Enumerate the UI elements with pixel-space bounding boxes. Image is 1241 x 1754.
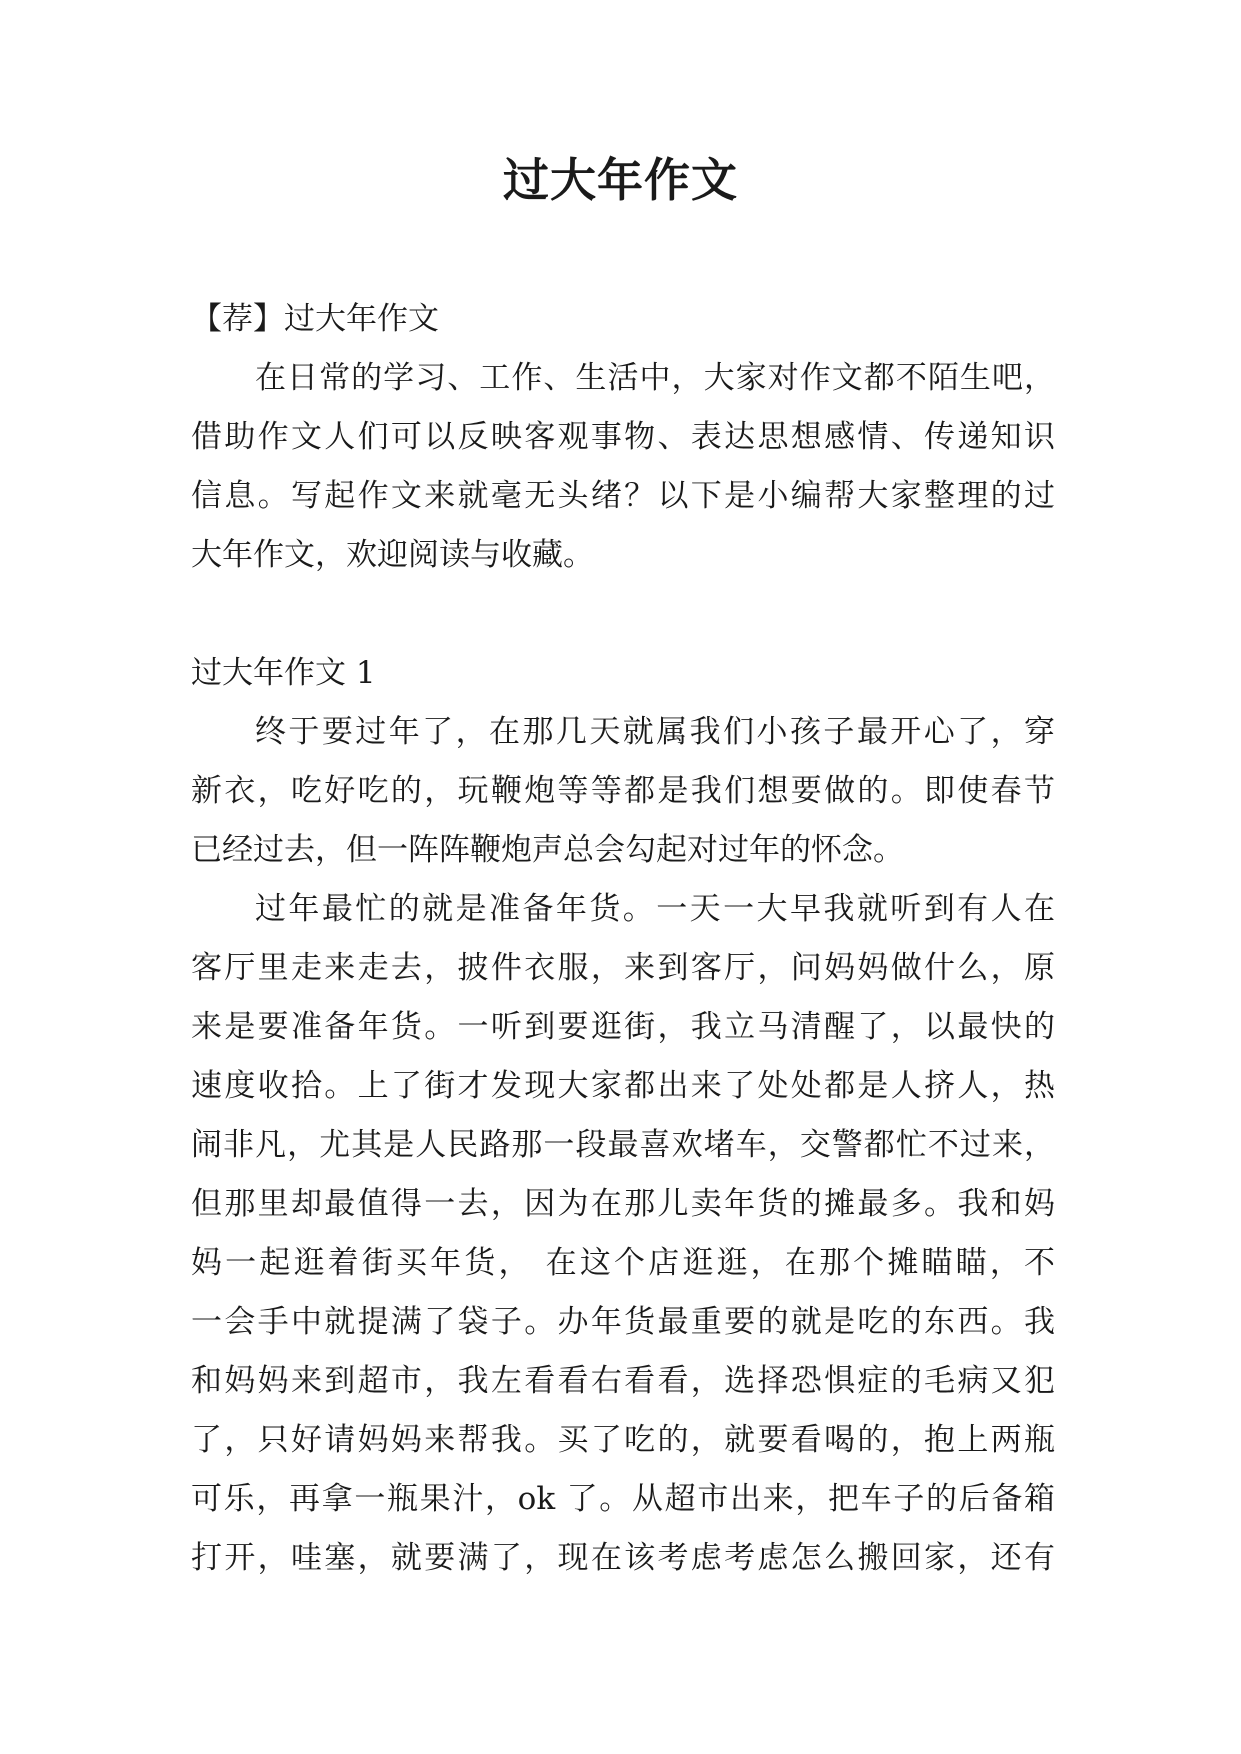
- text-line: 客厅里走来走去，披件衣服，来到客厅，问妈妈做什么，原: [191, 950, 1055, 986]
- text-line: 信息。写起作文来就毫无头绪？以下是小编帮大家整理的过: [191, 478, 1055, 514]
- paragraph-2: [191, 880, 1055, 1588]
- text-line: 大年作文，欢迎阅读与收藏。: [191, 537, 594, 573]
- text-line: 来是要准备年货。一听到要逛街，我立马清醒了，以最快的: [191, 1009, 1055, 1045]
- text-line: 过年最忙的就是准备年货。一天一大早我就听到有人在: [255, 891, 1055, 927]
- text-line: 了，只好请妈妈来帮我。买了吃的，就要看喝的，抱上两瓶: [191, 1422, 1055, 1458]
- intro-heading: 【荐】过大年作文: [191, 301, 439, 337]
- document-body: [191, 290, 1055, 1588]
- text-line: 新衣，吃好吃的，玩鞭炮等等都是我们想要做的。即使春节: [191, 773, 1055, 809]
- text-line: 和妈妈来到超市，我左看看右看看，选择恐惧症的毛病又犯: [191, 1363, 1055, 1399]
- paragraph-1: [191, 703, 1055, 880]
- text-line: 速度收拾。上了街才发现大家都出来了处处都是人挤人，热: [191, 1068, 1055, 1104]
- section-heading: 过大年作文 1: [191, 655, 376, 691]
- text-line: 在日常的学习、工作、生活中，大家对作文都不陌生吧，: [255, 360, 1055, 396]
- text-line: 可乐，再拿一瓶果汁，ok 了。从超市出来，把车子的后备箱: [191, 1481, 1055, 1517]
- text-line: 闹非凡，尤其是人民路那一段最喜欢堵车，交警都忙不过来，: [191, 1127, 1055, 1163]
- text-line: 终于要过年了，在那几天就属我们小孩子最开心了，穿: [255, 714, 1055, 750]
- text-line: 但那里却最值得一去，因为在那儿卖年货的摊最多。我和妈: [191, 1186, 1055, 1222]
- text-line: 借助作文人们可以反映客观事物、表达思想感情、传递知识: [191, 419, 1055, 455]
- intro-paragraph: [191, 349, 1055, 585]
- text-line: 一会手中就提满了袋子。办年货最重要的就是吃的东西。我: [191, 1304, 1055, 1340]
- blank-line: [191, 585, 1055, 644]
- text-line: 已经过去，但一阵阵鞭炮声总会勾起对过年的怀念。: [191, 832, 904, 868]
- document-title: 过大年作文: [503, 153, 738, 207]
- text-line: 妈一起逛着街买年货， 在这个店逛逛，在那个摊瞄瞄，不: [191, 1245, 1055, 1281]
- text-line: 打开，哇塞，就要满了，现在该考虑考虑怎么搬回家，还有: [191, 1540, 1055, 1576]
